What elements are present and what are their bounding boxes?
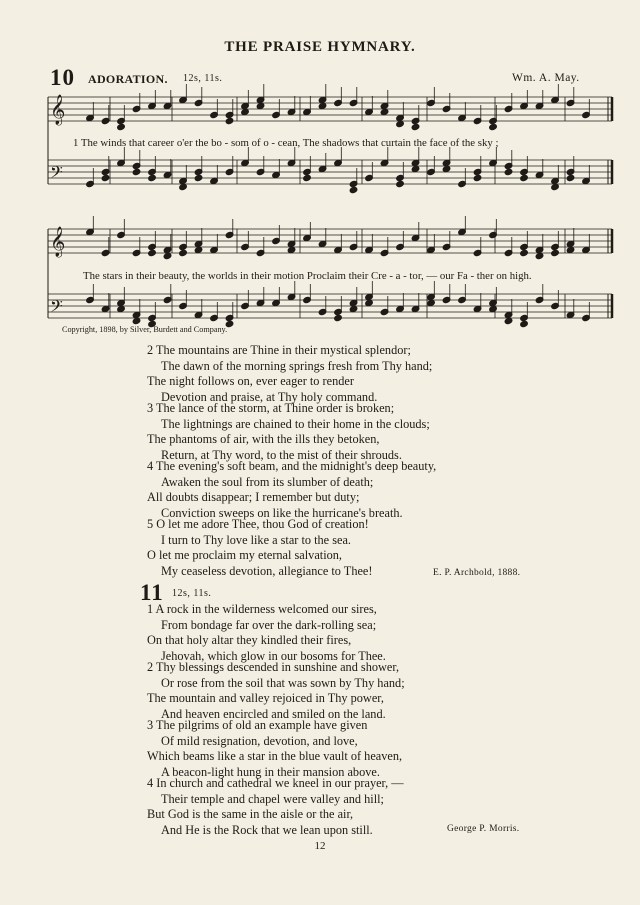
stanza-line: 2 The mountains are Thine in their mystical splendor; bbox=[147, 343, 411, 357]
stanza-line: 4 The evening's soft beam, and the midnight's deep beauty, bbox=[147, 459, 437, 473]
stanza-line: I turn to Thy love like a star to the sea. bbox=[161, 532, 351, 547]
stanza-line: All doubts disappear; I remember but duty; bbox=[147, 490, 360, 505]
stanza-line: 4 In church and cathedral we kneel in our prayer, — bbox=[147, 776, 404, 790]
stanza-line: 3 The pilgrims of old an example have given bbox=[147, 718, 368, 732]
stanza-line: A beacon-light hung in their mansion above. bbox=[161, 764, 380, 779]
hymn-number: 11 bbox=[140, 580, 164, 605]
stanza bbox=[147, 776, 404, 838]
stanza-line: And He is the Rock that we lean upon still. bbox=[161, 822, 373, 837]
composer: Wm. A. May. bbox=[512, 72, 580, 84]
stanza-line: Return, at Thy word, to the mist of their shrouds. bbox=[161, 447, 402, 462]
stanza-line: Or rose from the soil that was sown by Thy hand; bbox=[161, 675, 405, 690]
stanza-line: O let me proclaim my eternal salvation, bbox=[147, 548, 342, 563]
lyric-line-2: The stars in their beauty, the worlds in their motion Proclaim their Cre - a - tor, — our Fa - ther on high. bbox=[83, 270, 532, 282]
stanza-line: The mountain and valley rejoiced in Thy power, bbox=[147, 691, 384, 706]
stanza-line: The phantoms of air, with the ills they betoken, bbox=[147, 432, 380, 447]
stanza-line: 3 The lance of the storm, at Thine order is broken; bbox=[147, 401, 395, 415]
author-credit: George P. Morris. bbox=[447, 824, 520, 834]
stanza-line: My ceaseless devotion, allegiance to Thee! bbox=[161, 563, 373, 578]
stanza-line: On that holy altar they kindled their fires, bbox=[147, 633, 352, 648]
stanza-line: Their temple and chapel were valley and hill; bbox=[161, 791, 384, 806]
author-credit: E. P. Archbold, 1888. bbox=[433, 568, 521, 578]
meter: 12s, 11s. bbox=[183, 73, 223, 84]
stanza bbox=[147, 343, 432, 405]
stanza-line: The lightnings are chained to their home in the clouds; bbox=[161, 416, 430, 431]
stanza-line: From bondage far over the dark-rolling sea; bbox=[161, 617, 377, 632]
page-number: 12 bbox=[314, 840, 326, 852]
svg-text:𝄞: 𝄞 bbox=[50, 95, 66, 125]
music-score bbox=[0, 0, 640, 340]
stanza-line: Of mild resignation, devotion, and love, bbox=[161, 733, 358, 748]
svg-text:𝄢: 𝄢 bbox=[50, 162, 63, 186]
stanza-line: And heaven encircled and smiled on the land. bbox=[161, 706, 386, 721]
tune-name: ADORATION. bbox=[88, 72, 168, 86]
stanza-line: 5 O let me adore Thee, thou God of creation! bbox=[147, 517, 369, 531]
stanza-line: 1 A rock in the wilderness welcomed our sires, bbox=[147, 602, 377, 616]
stanza-line: But God is the same in the aisle or the air, bbox=[147, 807, 354, 822]
stanza-line: The dawn of the morning springs fresh from Thy hand; bbox=[161, 358, 433, 373]
stanza bbox=[147, 459, 436, 521]
lyric-line-1: 1 The winds that career o'er the bo - som of o - cean, The shadows that curtain the face of the sky ; bbox=[73, 137, 499, 149]
stanza-line: 2 Thy blessings descended in sunshine and shower, bbox=[147, 660, 400, 674]
copyright-notice: Copyright, 1898, by Silver, Burdett and Company. bbox=[62, 325, 228, 334]
svg-text:𝄢: 𝄢 bbox=[50, 296, 63, 320]
stanza bbox=[147, 660, 405, 722]
meter: 12s, 11s. bbox=[172, 588, 212, 599]
stanza-line: Which beams like a star in the blue vault of heaven, bbox=[147, 749, 403, 764]
stanza bbox=[147, 602, 386, 664]
stanza-line: Jehovah, which glow in our bosoms for Thee. bbox=[161, 648, 386, 663]
stanza-line: Awaken the soul from its slumber of death; bbox=[161, 474, 374, 489]
hymn-number: 10 bbox=[50, 65, 75, 90]
svg-text:𝄞: 𝄞 bbox=[50, 227, 66, 257]
stanza bbox=[147, 401, 430, 463]
stanza bbox=[147, 718, 402, 780]
stanza-line: Conviction sweeps on like the hurricane's breath. bbox=[161, 505, 403, 520]
stanza-line: The night follows on, ever eager to render bbox=[147, 374, 354, 389]
page-title: THE PRAISE HYMNARY. bbox=[224, 39, 416, 55]
stanza bbox=[147, 517, 372, 579]
stanza-line: Devotion and praise, at Thy holy command. bbox=[161, 389, 378, 404]
